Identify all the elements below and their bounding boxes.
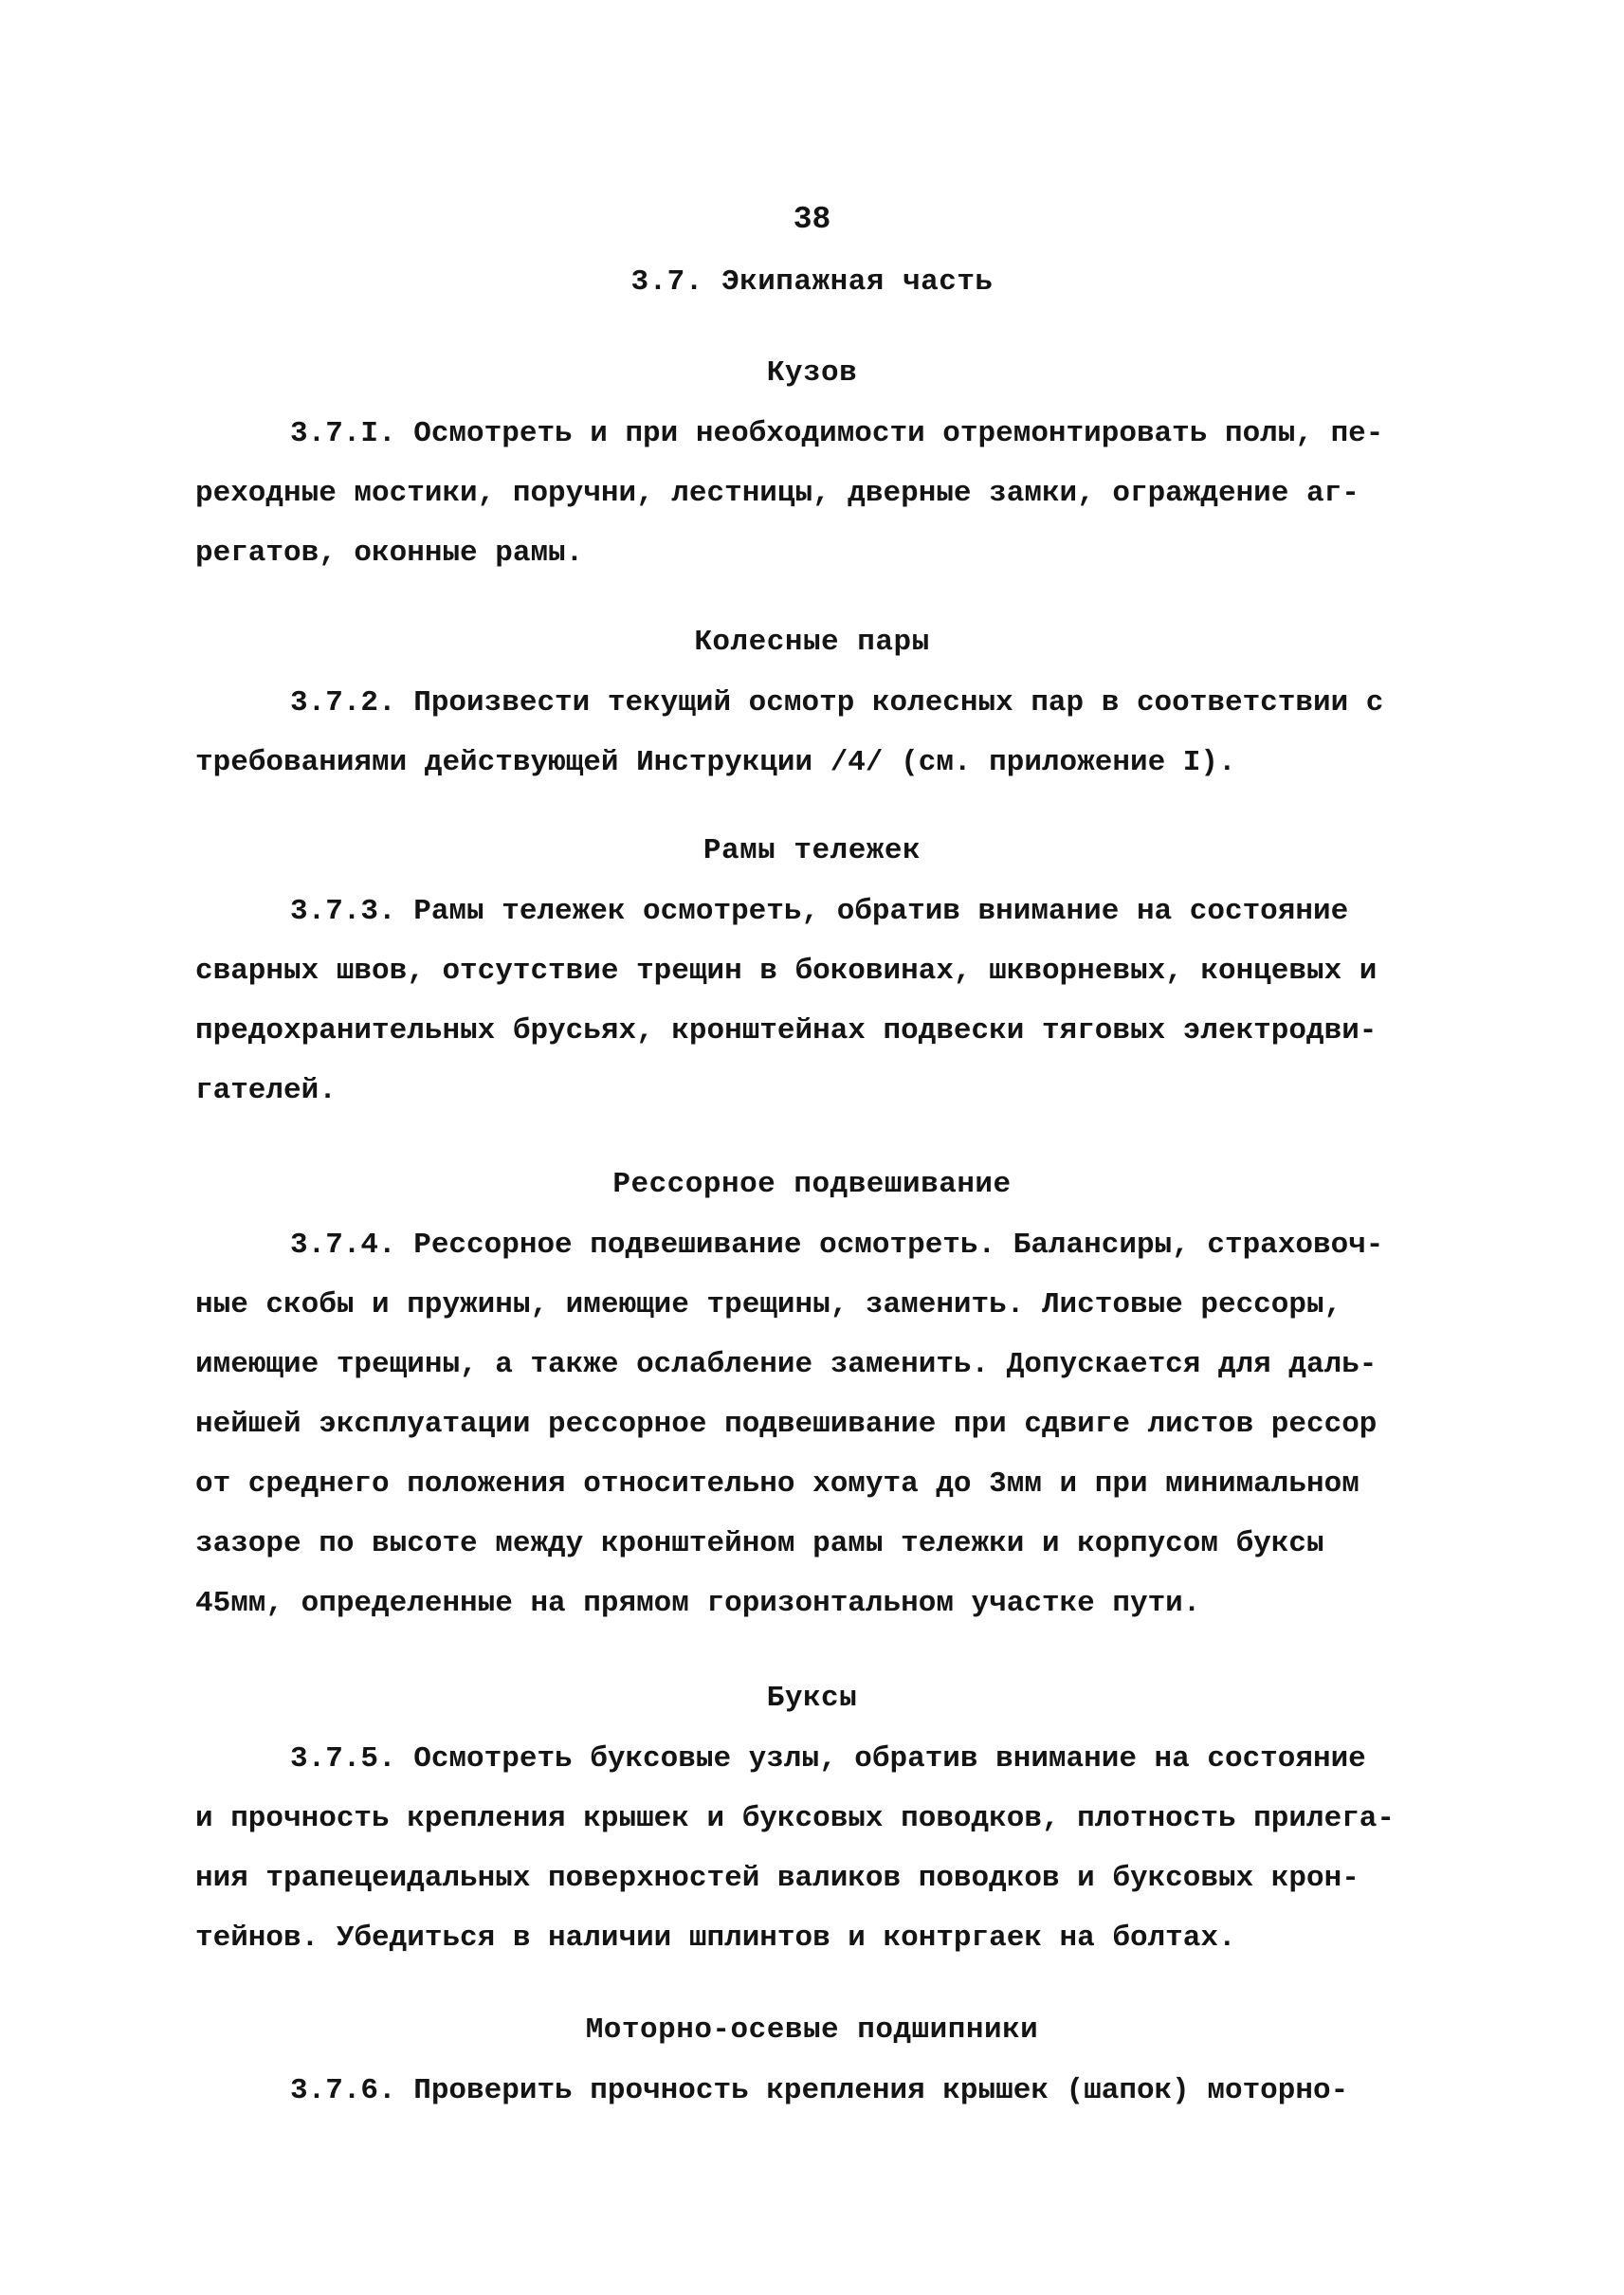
paragraph-line: ния трапецеидальных поверхностей валиков поводков и буксовых крон-	[195, 1862, 1359, 1895]
paragraph-3-7-4	[195, 1215, 1383, 1633]
paragraph-3-7-5	[195, 1729, 1395, 1968]
paragraph-line: зазоре по высоте между кронштейном рамы тележки и корпусом буксы	[195, 1527, 1324, 1560]
paragraph-3-7-3	[195, 882, 1377, 1120]
subsection-heading-wheelsets: Колесные пары	[694, 626, 930, 659]
paragraph-line: тейнов. Убедиться в наличии шплинтов и контргаек на болтах.	[195, 1922, 1236, 1955]
paragraph-3-7-1	[195, 404, 1383, 583]
page-number: 38	[793, 202, 831, 237]
paragraph-line: 3.7.3. Рамы тележек осмотреть, обратив внимание на состояние	[290, 895, 1349, 928]
section-title: 3.7. Экипажная часть	[630, 265, 994, 299]
paragraph-line: ные скобы и пружины, имеющие трещины, заменить. Листовые рессоры,	[195, 1288, 1342, 1321]
subsection-heading-bogie-frames: Рамы тележек	[703, 834, 921, 867]
paragraph-3-7-2	[195, 673, 1383, 792]
paragraph-line: требованиями действующей Инструкции /4/ (см. приложение I).	[195, 746, 1236, 779]
subsection-heading-body: Кузов	[766, 356, 858, 390]
paragraph-line: 45мм, определенные на прямом горизонтальном участке пути.	[195, 1587, 1201, 1620]
paragraph-line: имеющие трещины, а также ослабление заменить. Допускается для даль-	[195, 1348, 1378, 1381]
paragraph-line: реходные мостики, поручни, лестницы, дверные замки, ограждение аг-	[195, 477, 1359, 510]
subsection-heading-spring-suspension: Рессорное подвешивание	[612, 1168, 1012, 1201]
paragraph-line: гателей.	[195, 1074, 337, 1107]
paragraph-line: нейшей эксплуатации рессорное подвешивание при сдвиге листов рессор	[195, 1408, 1378, 1441]
paragraph-line: 3.7.2. Произвести текущий осмотр колесных пар в соответствии с	[290, 686, 1384, 719]
paragraph-line: регатов, оконные рамы.	[195, 537, 584, 570]
paragraph-line: и прочность крепления крышек и буксовых поводков, плотность прилега-	[195, 1802, 1396, 1835]
paragraph-line: 3.7.5. Осмотреть буксовые узлы, обратив внимание на состояние	[290, 1742, 1366, 1776]
subsection-heading-axle-boxes: Буксы	[766, 1682, 858, 1715]
paragraph-3-7-6	[195, 2061, 1348, 2121]
paragraph-line: предохранительных брусьях, кронштейнах подвески тяговых электродви-	[195, 1014, 1378, 1047]
paragraph-line: от среднего положения относительно хомута до 3мм и при минимальном	[195, 1467, 1359, 1501]
paragraph-line: 3.7.I. Осмотреть и при необходимости отремонтировать полы, пе-	[290, 417, 1384, 450]
paragraph-line: 3.7.6. Проверить прочность крепления крышек (шапок) моторно-	[290, 2074, 1349, 2107]
subsection-heading-motor-axle-bearings: Моторно-осевые подшипники	[585, 2013, 1039, 2047]
paragraph-line: 3.7.4. Рессорное подвешивание осмотреть. Балансиры, страховоч-	[290, 1229, 1384, 1262]
paragraph-line: сварных швов, отсутствие трещин в боковинах, шкворневых, концевых и	[195, 955, 1378, 988]
